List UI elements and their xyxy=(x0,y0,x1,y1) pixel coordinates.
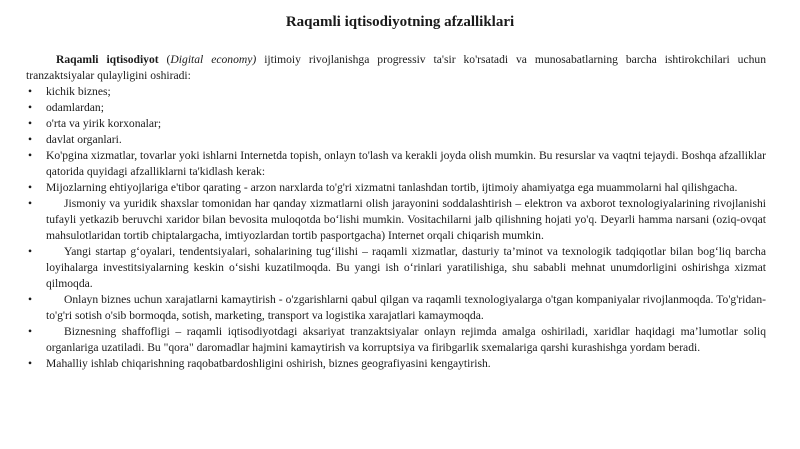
list-item-text: kichik biznes; xyxy=(46,85,111,98)
list-item xyxy=(26,244,766,292)
intro-paragraph xyxy=(26,52,766,84)
intro-term-en: Digital economy) xyxy=(170,53,257,66)
bullet-icon: • xyxy=(28,197,33,210)
list-item-text: Biznesning shaffofligi – raqamli iqtisodiyotdagi aksariyat tranzaktsiyalar onlayn rejimda amalga oshiriladi, xaridlar haqidagi ma’lumotlar soliq organlariga uzatiladi. Bu "qora" daromadlar hajmini kamaytirish va korruptsiya va firibgarlik sxemalariga qarshi kurashishga yordam beradi. xyxy=(46,325,766,354)
list-item-text: Yangi startap g‘oyalari, tendentsiyalari, sohalarining tug‘ilishi – raqamli xizmatlar, dasturiy ta’minot va texnologik tadqiqotlar bilan bog‘liq barcha loyihalarga investitsiyalarning keskin o‘sishi kuzatilmoqda. Bu yangi ish o‘rinlari yaratilishiga, shu sababli mehnat unumdorligini oshirishga xizmat qilmoqda. xyxy=(46,245,766,290)
bullet-icon: • xyxy=(28,325,33,338)
slide-content xyxy=(26,52,766,372)
list-item-text: Mahalliy ishlab chiqarishning raqobatbardoshligini oshirish, biznes geografiyasini kengaytirish. xyxy=(46,357,491,370)
list-item-text: Mijozlarning ehtiyojlariga e'tibor qarating - arzon narxlarda to'g'ri xizmatni tanlashdan tortib, ijtimoiy ahamiyatga ega muammolarni hal qilishgacha. xyxy=(46,181,738,194)
intro-open-paren: ( xyxy=(158,53,171,66)
list-item xyxy=(26,84,766,100)
list-item xyxy=(26,180,766,196)
list-item xyxy=(26,324,766,356)
list-item xyxy=(26,116,766,132)
list-item-text: Jismoniy va yuridik shaxslar tomonidan har qanday xizmatlarni olish jarayonini soddalashtirish – elektron va axborot texnologiyalarining rivojlanishi tufayli yetkazib beruvchi xaridor bilan bevosita muloqotda bo‘lishi mumkin. Vositachilarni jalb qilishning hojati yo'q. Deyarli hamma narsani (oziq-ovqat mahsulotlaridan tortib chiptalargacha, imtiyozlardan tortib pasportgacha) Internet orqali chiqarish mumkin. xyxy=(46,197,766,242)
list-item xyxy=(26,132,766,148)
bullet-icon: • xyxy=(28,245,33,258)
list-item xyxy=(26,148,766,180)
bullet-icon: • xyxy=(28,85,33,98)
bullet-icon: • xyxy=(28,293,33,306)
bullet-icon: • xyxy=(28,117,33,130)
bullet-icon: • xyxy=(28,133,33,146)
bullet-icon: • xyxy=(28,149,33,162)
list-item-text: davlat organlari. xyxy=(46,133,122,146)
list-item-text: Ko'pgina xizmatlar, tovarlar yoki ishlarni Internetda topish, onlayn to'lash va kerakli joyda olish mumkin. Bu resurslar va vaqtni tejaydi. Boshqa afzalliklar qatorida quyidagi afzalliklarni ta'kidlash kerak: xyxy=(46,149,766,178)
bullet-icon: • xyxy=(28,357,33,370)
page-title: Raqamli iqtisodiyotning afzalliklari xyxy=(285,14,515,30)
list-item xyxy=(26,196,766,244)
bullet-list xyxy=(26,84,766,372)
list-item-text: Onlayn biznes uchun xarajatlarni kamaytirish - o'zgarishlarni qabul qilgan va raqamli texnologiyalarga o'tgan kompaniyalar rivojlanmoqda. To'g'ridan-to'g'ri sotish o'sib bormoqda, sotish, marketing, transport va logistika xarajatlari kamaymoqda. xyxy=(46,293,766,322)
list-item-text: o'rta va yirik korxonalar; xyxy=(46,117,162,130)
bullet-icon: • xyxy=(28,101,33,114)
list-item xyxy=(26,100,766,116)
list-item-text: odamlardan; xyxy=(46,101,104,114)
bullet-icon: • xyxy=(28,181,33,194)
list-item xyxy=(26,356,766,372)
intro-rest: ijtimoiy rivojlanishga progressiv ta'sir ko'rsatadi va munosabatlarning barcha ishtirokchilari uchun tranzaktsiyalar qulayligini oshiradi: xyxy=(26,53,766,82)
list-item xyxy=(26,292,766,324)
intro-term: Raqamli iqtisodiyot xyxy=(56,53,159,66)
